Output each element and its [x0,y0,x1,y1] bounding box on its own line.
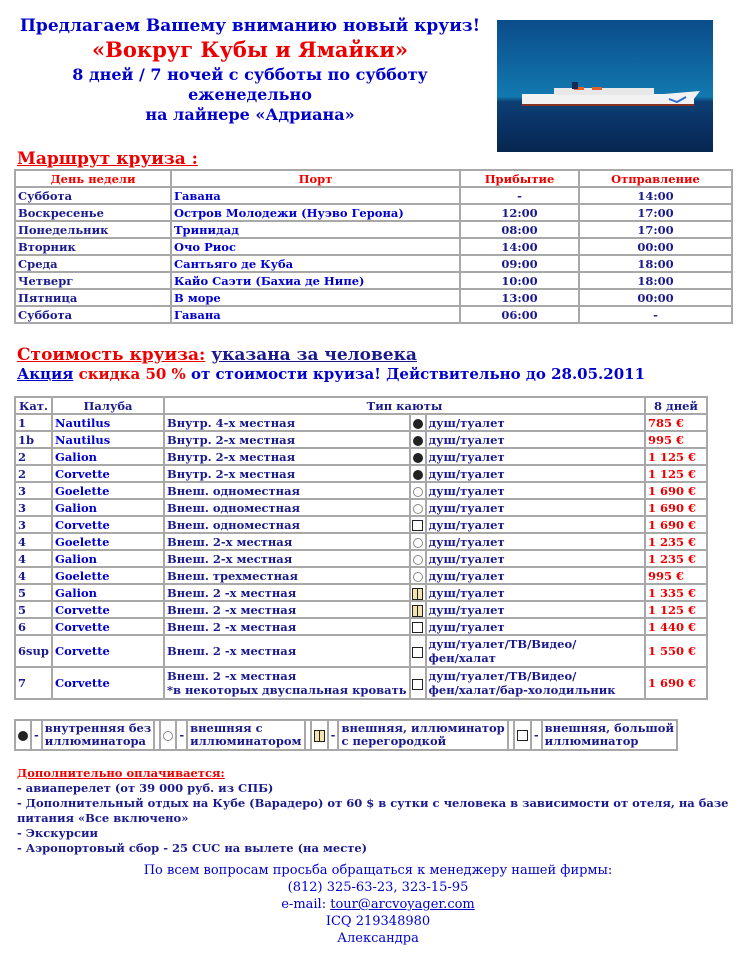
square-window-icon [412,679,423,690]
dash: - [532,721,541,749]
double-window-icon [412,605,423,616]
deck: Galion [53,585,163,600]
spacer [509,721,513,749]
promo-text: от стоимости круиза! Действительно до 28.05.2011 [191,365,646,383]
legend-line: внешняя, иллюминатор [341,721,505,735]
price: 1 690 € [646,517,706,532]
promo-line [17,365,645,383]
contact-name: Александра [337,931,419,946]
category: 4 [16,568,51,583]
category: 1 [16,415,51,430]
price: 1 125 € [646,602,706,617]
route-row [16,307,731,322]
dash: - [329,721,338,749]
deck: Galion [53,551,163,566]
legend-line: иллюминатор [544,734,639,748]
port: Сантьяго де Куба [172,256,459,271]
port: Тринидад [172,222,459,237]
amenities-line-2: фен/халат [428,651,496,665]
departure: 18:00 [580,273,731,288]
cabin-type: Внеш. 2 -х местная [165,636,409,666]
price: 785 € [646,415,706,430]
amenities: душ/туалет [427,415,644,430]
category: 7 [16,668,51,698]
cabin-row [16,500,706,515]
arrival: 08:00 [461,222,578,237]
price: 1 125 € [646,466,706,481]
open-circle-icon [163,731,173,741]
category: 6sup [16,636,51,666]
departure: - [580,307,731,322]
contact-intro: По всем вопросам просьба обращаться к менеджеру нашей фирмы: [143,863,613,878]
square-window-icon [412,622,423,633]
category: 6 [16,619,51,634]
col-day: День недели [16,171,170,186]
arrival: 09:00 [461,256,578,271]
port: Гавана [172,307,459,322]
deck: Galion [53,500,163,515]
category: 4 [16,534,51,549]
day: Пятница [16,290,170,305]
legend-interior [43,721,153,749]
route-table [14,169,733,324]
departure: 17:00 [580,205,731,220]
amenities: душ/туалет [427,449,644,464]
port: Остров Молодежи (Нуэво Герона) [172,205,459,220]
route-row [16,290,731,305]
cabin-row [16,585,706,600]
cabin-row [16,534,706,549]
email-label: e-mail: [281,897,331,912]
legend-line: внешняя с [190,721,263,735]
open-circle-icon [413,572,423,582]
port: Гавана [172,188,459,203]
cabin-type: Внеш. одноместная [165,483,409,498]
price: 995 € [646,432,706,447]
price: 1 690 € [646,483,706,498]
filled-circle-icon [413,453,423,463]
amenities: душ/туалет [427,432,644,447]
legend-line: иллюминатора [44,734,147,748]
extra-item: - Дополнительный отдых на Кубе (Варадеро) от 60 $ в сутки с человека в зависимости от отеля, на базе [17,796,729,810]
departure: 00:00 [580,239,731,254]
cabin-row [16,619,706,634]
extra-costs [17,766,728,856]
amenities: душ/туалет [427,602,644,617]
category: 5 [16,585,51,600]
route-row [16,273,731,288]
legend-exterior-large [543,721,676,749]
open-circle-icon [413,538,423,548]
port: В море [172,290,459,305]
route-row [16,222,731,237]
cruise-ship-photo [497,20,713,152]
filled-circle-icon [413,470,423,480]
extra-item: - Экскурсии [17,826,98,840]
cabin-row [16,415,706,430]
cabin-type: Внеш. 2 -х местная [165,602,409,617]
amenities-line-2: фен/халат/бар-холодильник [428,683,616,697]
departure: 14:00 [580,188,731,203]
deck: Corvette [53,668,163,698]
cabin-type [165,668,409,698]
deck: Goelette [53,568,163,583]
day: Вторник [16,239,170,254]
deck: Galion [53,449,163,464]
cabin-row [16,449,706,464]
deck: Corvette [53,466,163,481]
arrival: 12:00 [461,205,578,220]
extra-item: - Аэропортовый сбор - 25 CUC на вылете (на месте) [17,841,368,855]
amenities [427,668,644,698]
amenities: душ/туалет [427,534,644,549]
legend-exterior-porthole [188,721,303,749]
departure: 18:00 [580,256,731,271]
legend-line: с перегородкой [341,734,447,748]
cabin-type: Внеш. одноместная [165,500,409,515]
deck: Nautilus [53,432,163,447]
category: 3 [16,483,51,498]
deck: Goelette [53,483,163,498]
email-link[interactable]: tour@arcvoyager.com [330,897,475,912]
amenities-line-1: душ/туалет/ТВ/Видео/ [428,669,577,683]
amenities [427,636,644,666]
col-category: Кат. [16,398,51,413]
legend-line: иллюминатором [190,734,302,748]
arrival: 10:00 [461,273,578,288]
day: Среда [16,256,170,271]
duration-line: 8 дней / 7 ночей с субботы по субботу [72,65,428,84]
price-subheading: указана за человека [211,345,417,365]
route-header-row [16,171,731,186]
open-circle-icon [413,487,423,497]
cruise-subtitle [0,65,500,125]
cabin-type-note: *в некоторых двуспальная кровать [167,683,407,697]
category: 3 [16,500,51,515]
cabin-row [16,466,706,481]
port: Кайо Саэти (Бахиа де Нипе) [172,273,459,288]
contact-icq: ICQ 219348980 [325,914,431,929]
deck: Corvette [53,636,163,666]
dash: - [32,721,41,749]
cabin-row [16,602,706,617]
square-window-icon [412,520,423,531]
square-window-icon [517,730,528,741]
deck: Goelette [53,534,163,549]
cabin-type: Внеш. 2-х местная [165,551,409,566]
deck: Nautilus [53,415,163,430]
ship-image [514,82,704,108]
day: Суббота [16,188,170,203]
amenities: душ/туалет [427,466,644,481]
legend-exterior-partition [339,721,506,749]
open-circle-icon [413,555,423,565]
amenities: душ/туалет [427,500,644,515]
amenities: душ/туалет [427,483,644,498]
col-cabin-type: Тип каюты [165,398,644,413]
amenities: душ/туалет [427,551,644,566]
col-deck: Палуба [53,398,163,413]
route-row [16,239,731,254]
promo-discount: скидка 50 % [78,365,186,383]
price-heading: Стоимость круиза: [17,345,206,365]
col-price-8-days: 8 дней [646,398,706,413]
cabin-type: Внутр. 2-х местная [165,432,409,447]
route-row [16,205,731,220]
cabin-type: Внеш. 2 -х местная [165,585,409,600]
cabin-row [16,517,706,532]
col-departure: Отправление [580,171,731,186]
deck: Corvette [53,619,163,634]
price: 1 235 € [646,534,706,549]
route-row [16,256,731,271]
category: 4 [16,551,51,566]
amenities: душ/туалет [427,585,644,600]
arrival: 06:00 [461,307,578,322]
cabin-row [16,636,706,666]
cabin-type: Внутр. 2-х местная [165,449,409,464]
cabin-type: Внутр. 2-х местная [165,466,409,481]
cabin-row [16,568,706,583]
filled-circle-icon [413,419,423,429]
cabin-row [16,483,706,498]
frequency-line: еженедельно [188,85,312,104]
day: Понедельник [16,222,170,237]
arrival: - [461,188,578,203]
cabin-price-table [14,396,708,700]
cabin-type: Внутр. 4-х местная [165,415,409,430]
cabin-row [16,432,706,447]
col-port: Порт [172,171,459,186]
filled-circle-icon [413,436,423,446]
dash: - [177,721,186,749]
price: 1 125 € [646,449,706,464]
cabin-header-row [16,398,706,413]
ship-line: на лайнере «Адриана» [145,105,355,124]
intro-line: Предлагаем Вашему вниманию новый круиз! [19,16,481,36]
amenities: душ/туалет [427,568,644,583]
filled-circle-icon [18,731,28,741]
route-title: Маршрут круиза : [17,149,198,169]
open-circle-icon [413,504,423,514]
deck: Corvette [53,602,163,617]
category: 2 [16,466,51,481]
cabin-type: Внеш. 2 -х местная [165,619,409,634]
spacer [155,721,159,749]
price: 1 440 € [646,619,706,634]
departure: 00:00 [580,290,731,305]
price: 995 € [646,568,706,583]
extra-item: питания «Все включено» [17,811,189,825]
extra-costs-title: Дополнительно оплачивается: [17,766,225,780]
cabin-row [16,551,706,566]
port: Очо Риос [172,239,459,254]
day: Воскресенье [16,205,170,220]
day: Суббота [16,307,170,322]
cruise-title: «Вокруг Кубы и Ямайки» [92,37,408,62]
category: 2 [16,449,51,464]
contact-phones: (812) 325-63-23, 323-15-95 [287,880,469,895]
col-arrival: Прибытие [461,171,578,186]
price: 1 335 € [646,585,706,600]
extra-item: - авиаперелет (от 39 000 руб. из СПБ) [17,781,274,795]
price-title [17,345,417,365]
contact-email-line [0,896,756,913]
cabin-type: Внеш. трехместная [165,568,409,583]
cabin-type-line-1: Внеш. 2 -х местная [167,669,297,683]
amenities-line-1: душ/туалет/ТВ/Видео/ [428,637,577,651]
price: 1 690 € [646,668,706,698]
price: 1 690 € [646,500,706,515]
cabin-row [16,668,706,698]
route-row [16,188,731,203]
spacer [306,721,310,749]
double-window-icon [314,730,325,741]
cabin-legend [14,719,678,751]
promo-link[interactable]: Акция [17,365,74,383]
cabin-type: Внеш. одноместная [165,517,409,532]
arrival: 13:00 [461,290,578,305]
square-window-icon [412,647,423,658]
legend-line: внешняя, большой [544,721,674,735]
category: 5 [16,602,51,617]
arrival: 14:00 [461,239,578,254]
departure: 17:00 [580,222,731,237]
legend-line: внутренняя без [44,721,152,735]
double-window-icon [412,588,423,599]
contact-block [0,862,756,947]
deck: Corvette [53,517,163,532]
price: 1 550 € [646,636,706,666]
category: 3 [16,517,51,532]
cabin-type: Внеш. 2-х местная [165,534,409,549]
day: Четверг [16,273,170,288]
price: 1 235 € [646,551,706,566]
amenities: душ/туалет [427,619,644,634]
category: 1b [16,432,51,447]
amenities: душ/туалет [427,517,644,532]
